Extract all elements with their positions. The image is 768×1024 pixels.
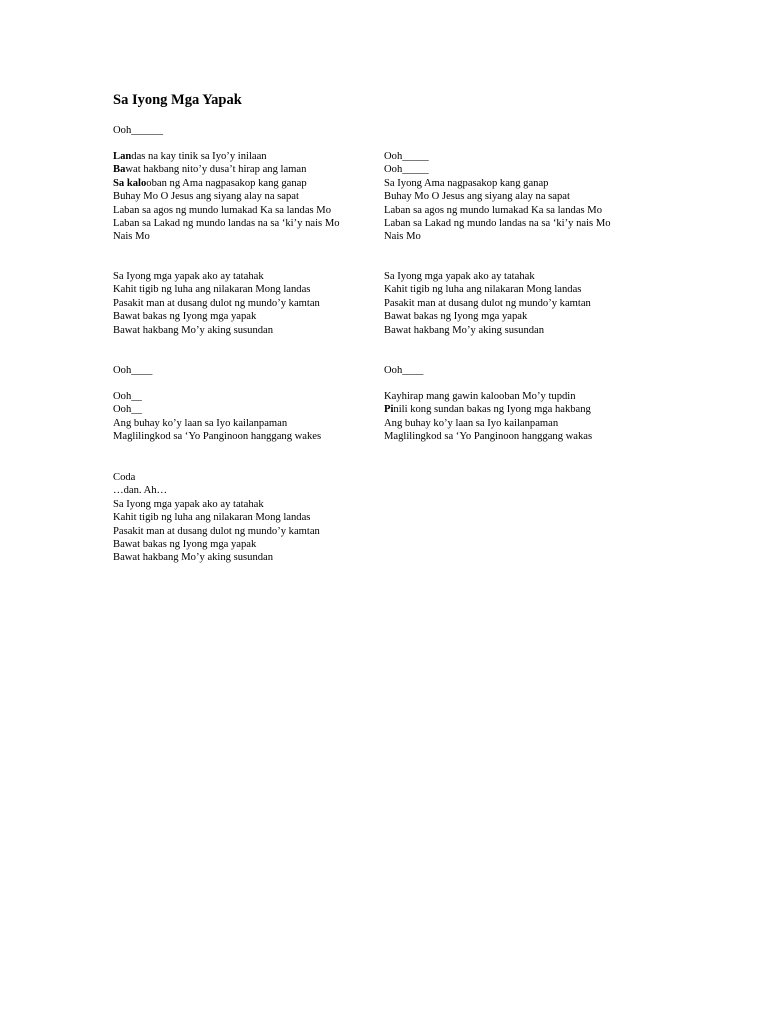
lyric-line: Ooh_____	[384, 151, 429, 162]
lyric-text: Nais Mo	[113, 231, 150, 243]
lyric-text: Buhay Mo O Jesus ang siyang alay na sapat	[113, 191, 299, 203]
lyric-text: Kayhirap mang gawin kalooban Mo’y tupdin	[384, 391, 576, 402]
lyric-text: Ang buhay ko’y laan sa Iyo kailanpaman	[384, 417, 559, 429]
bridge-left-block	[113, 390, 321, 444]
lyric-line: Pasakit man at dusang dulot ng mundo’y kamtan	[113, 297, 320, 309]
verse1-left-block	[113, 150, 340, 244]
lyric-line: …dan. Ah…	[113, 485, 168, 497]
bridge-right-ooh-block	[384, 364, 423, 377]
lyric-line	[384, 403, 592, 416]
lyric-line: Buhay Mo O Jesus ang siyang alay na sapat	[384, 191, 570, 203]
chord-emphasis: Ba	[113, 164, 126, 176]
chorus-left-block	[113, 270, 320, 337]
lyric-text: Maglilingkod sa ‘Yo Panginoon hanggang wakas	[384, 431, 593, 443]
section-label-coda: Coda	[113, 472, 136, 483]
lyric-line: Bawat bakas ng Iyong mga yapak	[113, 311, 257, 323]
lyric-line: Ooh______	[113, 125, 164, 136]
lyric-line: Bawat bakas ng Iyong mga yapak	[384, 311, 528, 323]
lyric-text: Laban sa Lakad ng mundo landas na sa ‘ki’y nais Mo	[113, 217, 340, 229]
lyric-line	[113, 390, 321, 403]
lyric-text: nili kong sundan bakas ng Iyong mga hakbang	[393, 404, 591, 416]
lyric-line: Bawat hakbang Mo’y aking susundan	[113, 552, 274, 564]
chord-emphasis: Sa kalo	[113, 177, 147, 189]
song-title: Sa Iyong Mga Yapak	[113, 92, 242, 108]
lyric-text: Ooh__	[113, 391, 142, 402]
lyric-line: Sa Iyong mga yapak ako ay tatahak	[113, 498, 264, 510]
lyric-text: oban ng Ama nagpasakop kang ganap	[146, 177, 307, 189]
lyric-line	[113, 190, 340, 203]
lyric-line: Laban sa agos ng mundo lumakad Ka sa landas Mo	[384, 204, 603, 216]
lyric-line	[384, 390, 592, 403]
lyric-line	[113, 204, 340, 217]
lyric-text: Ang buhay ko’y laan sa Iyo kailanpaman	[113, 417, 288, 429]
lyric-line	[113, 177, 340, 190]
lyric-line: Sa Iyong mga yapak ako ay tatahak	[113, 271, 264, 282]
coda-block	[113, 471, 320, 565]
lyric-line	[384, 417, 592, 430]
lyric-text: Ooh__	[113, 404, 142, 416]
lyric-line	[113, 417, 321, 430]
intro-block	[113, 124, 163, 137]
lyric-line: Ooh_____	[384, 164, 429, 176]
chord-emphasis: Lan	[113, 151, 132, 162]
lyric-line: Sa Iyong mga yapak ako ay tatahak	[384, 271, 535, 282]
bridge-right-block	[384, 390, 592, 444]
lyric-line	[113, 163, 340, 176]
lyric-text: Maglilingkod sa ‘Yo Panginoon hanggang wakes	[113, 431, 322, 443]
lyric-line: Bawat hakbang Mo’y aking susundan	[384, 324, 545, 336]
lyric-line: Nais Mo	[384, 231, 421, 243]
lyric-line: Ooh____	[384, 365, 424, 376]
lyric-line: Bawat hakbang Mo’y aking susundan	[113, 324, 274, 336]
lyric-text: wat hakbang nito’y dusa’t hirap ang laman	[125, 164, 307, 176]
chord-emphasis: Pi	[384, 404, 394, 416]
lyric-line	[113, 403, 321, 416]
lyric-line	[113, 230, 340, 243]
lyric-line: Pasakit man at dusang dulot ng mundo’y kamtan	[384, 297, 591, 309]
lyric-line	[113, 150, 340, 163]
chorus-right-block	[384, 270, 591, 337]
lyric-line: Kahit tigib ng luha ang nilakaran Mong landas	[113, 284, 311, 296]
lyric-line: Laban sa Lakad ng mundo landas na sa ‘ki’y nais Mo	[384, 217, 611, 229]
lyric-line: Kahit tigib ng luha ang nilakaran Mong landas	[113, 512, 311, 524]
lyric-line: Bawat bakas ng Iyong mga yapak	[113, 538, 257, 550]
lyric-line: Pasakit man at dusang dulot ng mundo’y kamtan	[113, 525, 320, 537]
lyric-text: Laban sa agos ng mundo lumakad Ka sa landas Mo	[113, 204, 332, 216]
lyric-line	[384, 430, 592, 443]
lyric-line: Ooh____	[113, 365, 153, 376]
bridge-left-ooh-block	[113, 364, 152, 377]
verse1-right-block	[384, 150, 611, 244]
lyric-line: Kahit tigib ng luha ang nilakaran Mong landas	[384, 284, 582, 296]
lyric-line	[113, 430, 321, 443]
lyric-line: Sa Iyong Ama nagpasakop kang ganap	[384, 177, 549, 189]
lyric-text: das na kay tinik sa Iyo’y inilaan	[131, 151, 267, 162]
lyric-line	[113, 217, 340, 230]
